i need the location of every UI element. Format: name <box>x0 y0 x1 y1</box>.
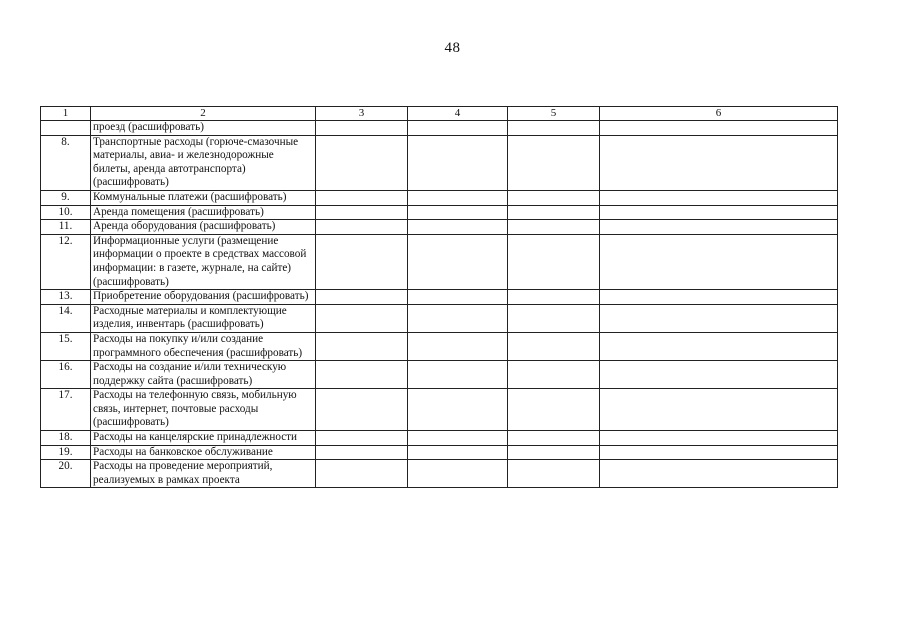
cell-col-5 <box>508 234 600 289</box>
expense-item-label: Транспортные расходы (горюче-смазочные материалы, авиа- и железнодорожные билеты, аренда автотранспорта) (расшифровать) <box>91 135 316 190</box>
cell-col-6 <box>600 121 838 136</box>
cell-col-4 <box>408 220 508 235</box>
cell-col-5 <box>508 389 600 431</box>
cell-col-5 <box>508 431 600 446</box>
cell-col-5 <box>508 205 600 220</box>
cell-col-6 <box>600 234 838 289</box>
cell-col-5 <box>508 361 600 389</box>
table-row <box>41 361 838 389</box>
expense-item-label: Приобретение оборудования (расшифровать) <box>91 290 316 305</box>
table-row <box>41 304 838 332</box>
table-row <box>41 431 838 446</box>
cell-col-4 <box>408 190 508 205</box>
column-header-6: 6 <box>600 107 838 121</box>
cell-col-4 <box>408 445 508 460</box>
cell-col-3 <box>316 460 408 488</box>
expense-item-label: Расходы на проведение мероприятий, реализуемых в рамках проекта <box>91 460 316 488</box>
column-header-5: 5 <box>508 107 600 121</box>
expense-item-label: проезд (расшифровать) <box>91 121 316 136</box>
row-number: 17. <box>41 389 91 431</box>
cell-col-6 <box>600 389 838 431</box>
table-row <box>41 205 838 220</box>
cell-col-6 <box>600 460 838 488</box>
cell-col-4 <box>408 121 508 136</box>
row-number: 9. <box>41 190 91 205</box>
column-header-4: 4 <box>408 107 508 121</box>
expense-item-label: Расходные материалы и комплектующие изделия, инвентарь (расшифровать) <box>91 304 316 332</box>
cell-col-3 <box>316 445 408 460</box>
expense-item-label: Расходы на банковское обслуживание <box>91 445 316 460</box>
row-number: 8. <box>41 135 91 190</box>
table-row <box>41 190 838 205</box>
table-row <box>41 234 838 289</box>
cell-col-4 <box>408 290 508 305</box>
cell-col-6 <box>600 332 838 360</box>
expense-item-label: Расходы на телефонную связь, мобильную связь, интернет, почтовые расходы (расшифровать) <box>91 389 316 431</box>
row-number <box>41 121 91 136</box>
page-number: 48 <box>444 40 461 56</box>
cell-col-3 <box>316 121 408 136</box>
cell-col-4 <box>408 135 508 190</box>
cell-col-5 <box>508 121 600 136</box>
cell-col-5 <box>508 332 600 360</box>
row-number: 11. <box>41 220 91 235</box>
row-number: 20. <box>41 460 91 488</box>
cell-col-3 <box>316 332 408 360</box>
cell-col-3 <box>316 389 408 431</box>
cell-col-4 <box>408 460 508 488</box>
cell-col-4 <box>408 332 508 360</box>
cell-col-4 <box>408 361 508 389</box>
cell-col-5 <box>508 460 600 488</box>
table-row <box>41 121 838 136</box>
cell-col-4 <box>408 389 508 431</box>
cell-col-3 <box>316 220 408 235</box>
column-header-2: 2 <box>91 107 316 121</box>
cell-col-3 <box>316 431 408 446</box>
table-row <box>41 220 838 235</box>
cell-col-4 <box>408 234 508 289</box>
row-number: 13. <box>41 290 91 305</box>
cell-col-4 <box>408 205 508 220</box>
column-header-1: 1 <box>41 107 91 121</box>
row-number: 12. <box>41 234 91 289</box>
row-number: 15. <box>41 332 91 360</box>
cell-col-6 <box>600 304 838 332</box>
row-number: 16. <box>41 361 91 389</box>
cell-col-3 <box>316 205 408 220</box>
cell-col-6 <box>600 361 838 389</box>
cell-col-3 <box>316 190 408 205</box>
expense-item-label: Аренда оборудования (расшифровать) <box>91 220 316 235</box>
expense-item-label: Расходы на канцелярские принадлежности <box>91 431 316 446</box>
table-row <box>41 290 838 305</box>
budget-table <box>40 106 838 488</box>
cell-col-4 <box>408 304 508 332</box>
cell-col-3 <box>316 234 408 289</box>
table-row <box>41 460 838 488</box>
expense-item-label: Коммунальные платежи (расшифровать) <box>91 190 316 205</box>
table-row <box>41 445 838 460</box>
table-row <box>41 135 838 190</box>
expense-item-label: Расходы на создание и/или техническую поддержку сайта (расшифровать) <box>91 361 316 389</box>
row-number: 18. <box>41 431 91 446</box>
cell-col-6 <box>600 190 838 205</box>
row-number: 10. <box>41 205 91 220</box>
cell-col-6 <box>600 431 838 446</box>
table-header-row <box>41 107 838 121</box>
cell-col-3 <box>316 290 408 305</box>
cell-col-3 <box>316 135 408 190</box>
table-row <box>41 389 838 431</box>
expense-item-label: Расходы на покупку и/или создание программного обеспечения (расшифровать) <box>91 332 316 360</box>
row-number: 19. <box>41 445 91 460</box>
cell-col-5 <box>508 304 600 332</box>
cell-col-6 <box>600 290 838 305</box>
cell-col-5 <box>508 220 600 235</box>
expense-item-label: Информационные услуги (размещение информации о проекте в средствах массовой информации: в газете, журнале, на сайте) (расшифровать) <box>91 234 316 289</box>
cell-col-5 <box>508 190 600 205</box>
cell-col-5 <box>508 290 600 305</box>
cell-col-3 <box>316 361 408 389</box>
cell-col-3 <box>316 304 408 332</box>
cell-col-5 <box>508 445 600 460</box>
cell-col-6 <box>600 135 838 190</box>
row-number: 14. <box>41 304 91 332</box>
expense-item-label: Аренда помещения (расшифровать) <box>91 205 316 220</box>
cell-col-4 <box>408 431 508 446</box>
column-header-3: 3 <box>316 107 408 121</box>
table-row <box>41 332 838 360</box>
cell-col-5 <box>508 135 600 190</box>
cell-col-6 <box>600 205 838 220</box>
cell-col-6 <box>600 445 838 460</box>
cell-col-6 <box>600 220 838 235</box>
